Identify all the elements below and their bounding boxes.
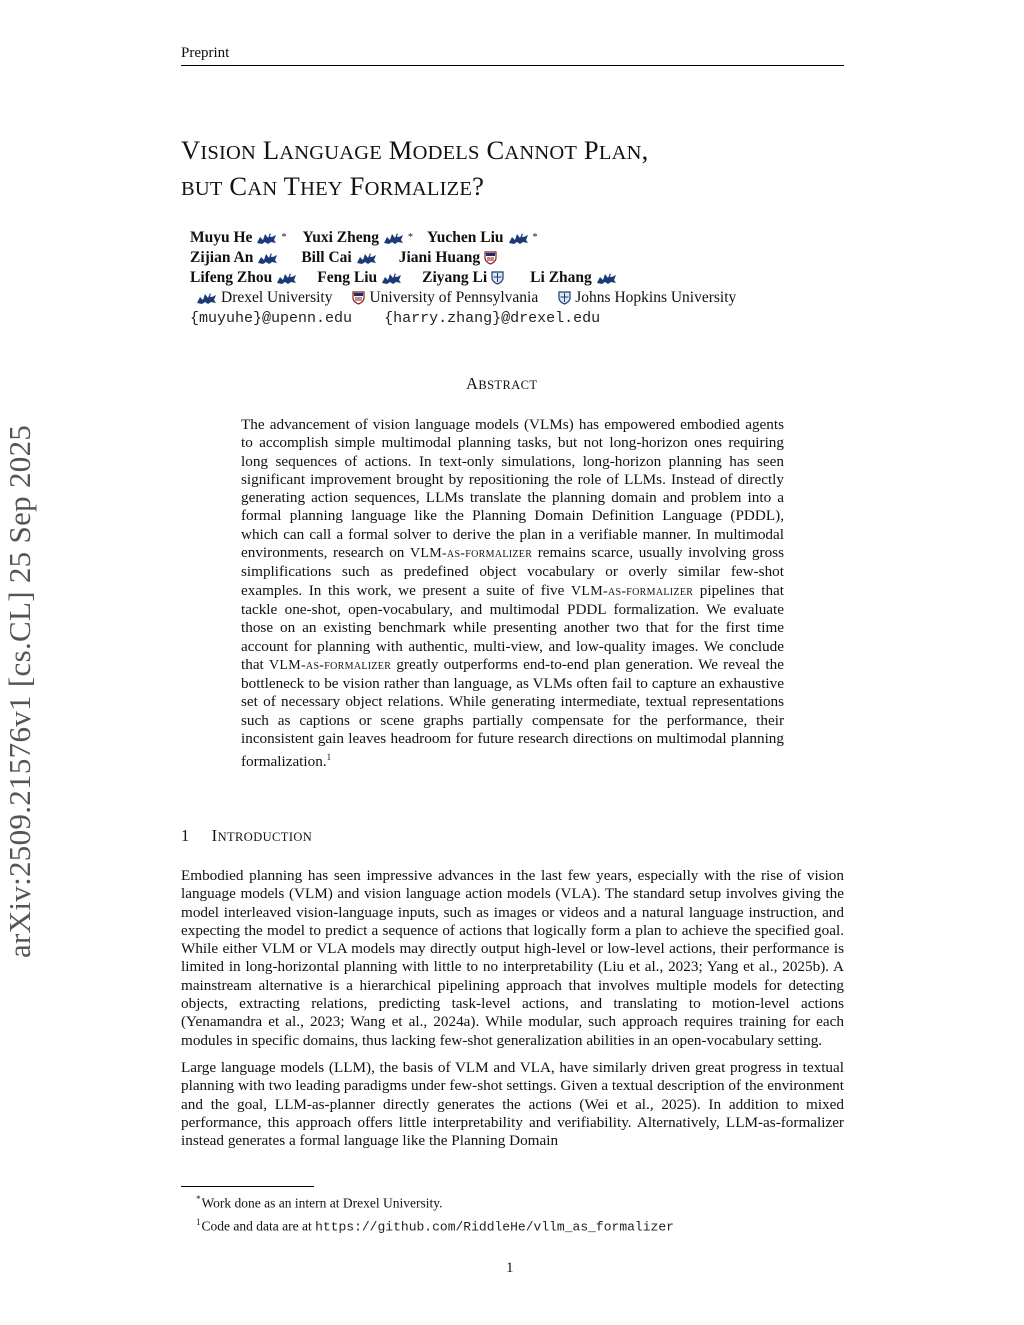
title-line-1: VISION LANGUAGE MODELS CANNOT PLAN, (181, 135, 649, 165)
author (530, 268, 617, 288)
equal-contribution-mark: * (407, 232, 413, 243)
arxiv-identifier-stamp[interactable]: arXiv:2509.21576v1 [cs.CL] 25 Sep 2025 (2, 424, 37, 958)
abstract-body (241, 416, 784, 772)
footnotes (196, 1190, 674, 1236)
author-row-1 (190, 228, 736, 248)
method-name: VLM-as-formalizer (570, 583, 694, 599)
drexel-dragon-icon (508, 231, 529, 245)
footnote-star (196, 1190, 674, 1213)
paragraph: Embodied planning has seen impressive advances in the last few years, especially with the rise of vision language models (VLM) and vision language action models (VLA). The standard setup involves giving the model interleaved vision-language inputs, such as images or videos and a natural language instruction, and expecting the model to predict a sequence of actions that logically form a plan to achieve the specified goal. While either VLM or VLA models may directly output high-level or low-level actions, their performance is limited in long-horizontal planning with little to no interpretability (Liu et al., 2023; Yang et al., 2025b). A mainstream alternative is a hierarchical pipelining approach that involves multiple models for detecting objects, extracting relations, predicting task-level actions, and translating to motion-level actions (Yenamandra et al., 2023; Wang et al., 2024a). While modular, such approach requires training for each modules in specific domains, thus lacking few-shot generalization abilities in an open-vocabulary setting. (181, 867, 844, 1049)
author (190, 248, 278, 268)
equal-contribution-mark: * (532, 232, 538, 243)
author-name: Bill Cai (301, 249, 352, 266)
author (422, 268, 504, 288)
drexel-dragon-icon (383, 231, 404, 245)
equal-contribution-mark: * (281, 232, 287, 243)
paragraph: Large language models (LLM), the basis of VLM and VLA, have similarly driven great progress in textual planning with two leading paradigms under few-shot settings. Given a textual description of the environment and the goal, LLM-as-planner directly generates the actions (Wei et al., 2025). In addition to mixed performance, this approach offers little interpretability and verifiability. Alternatively, LLM-as-formalizer instead generates a formal language like the Planning Domain (181, 1058, 844, 1150)
author-name: Yuxi Zheng (302, 229, 379, 246)
section-heading-introduction: 1 INTRODUCTION (181, 826, 313, 845)
abstract-text: greatly outperforms end-to-end plan generation. We reveal the bottleneck to be vision rather than language, as VLMs often fail to capture an exhaustive set of necessary object relations. While generating intermediate, textual representations such as captions or scene graphs partially compensate for the performance, their inconsistent gain leaves headroom for future research directions on multimodal planning formalization. (241, 655, 784, 771)
abstract-heading: ABSTRACT (466, 374, 538, 393)
author-name: Zijian An (190, 249, 254, 266)
author (190, 268, 297, 288)
footnote-star-text: Work done as an intern at Drexel University. (201, 1195, 443, 1211)
paper-title (181, 134, 648, 206)
email-upenn[interactable]: {muyuhe}@upenn.edu (190, 310, 353, 327)
running-header: Preprint (181, 45, 230, 61)
author (427, 228, 538, 248)
author-name: Yuchen Liu (426, 229, 504, 246)
drexel-dragon-icon (257, 251, 278, 265)
footnote-1-text: Code and data are at (201, 1218, 316, 1233)
title-line-2: BUT CAN THEY FORMALIZE? (181, 171, 485, 201)
penn-shield-icon (484, 251, 497, 265)
email-drexel[interactable]: {harry.zhang}@drexel.edu (384, 310, 601, 327)
author-name: Li Zhang (530, 269, 592, 286)
abstract-text: remains scarce, usually involving gross simplifications such as predefined object vocabulary or overly similar few-shot examples. In this work, we present a suite of five (241, 544, 784, 599)
author (301, 248, 376, 268)
abstract-text: The advancement of vision language models (VLMs) has empowered embodied agents to accomplish simple multimodal planning tasks, but not long-horizon ones requiring long sequences of actions. In text-only simulations, long-horizon planning has seen significant improvement brought by repositioning the role of LLMs. Instead of directly generating action sequences, LLMs translate the planning domain and problem into a formal planning language like the Planning Domain Definition Language (PDDL), which can call a formal solver to derive the plan in a verifiable manner. In multimodal environments, research on (241, 416, 784, 562)
author (399, 248, 497, 268)
abstract-text: pipelines that tackle one-shot, open-vocabulary, and multimodal PDDL formalization. We evaluate those on an existing benchmark while presenting another two that for the first time account for planning with authentic, multi-view, and low-quality images. We conclude that (241, 581, 785, 673)
author (317, 268, 402, 288)
page-number: 1 (506, 1260, 514, 1276)
footnote-marker-1[interactable]: 1 (326, 752, 332, 763)
author-row-2 (190, 248, 736, 268)
section-number: 1 (181, 826, 190, 845)
author-row-3 (190, 268, 736, 288)
drexel-dragon-icon (596, 271, 617, 285)
author-name: Muyu He (190, 229, 253, 246)
email-row (190, 309, 736, 329)
author-name: Feng Liu (317, 269, 378, 286)
footnote-rule (181, 1186, 314, 1187)
method-name: VLM-as-formalizer (268, 657, 392, 673)
affiliation-penn: University of Pennsylvania (369, 289, 539, 306)
author (190, 228, 286, 248)
drexel-dragon-icon (196, 291, 217, 305)
footnote-1-mark: 1 (196, 1216, 201, 1227)
header-rule (181, 65, 844, 66)
affiliation-jhu: Johns Hopkins University (575, 289, 737, 306)
affiliation-drexel: Drexel University (221, 289, 333, 306)
introduction-body (181, 867, 844, 1159)
drexel-dragon-icon (356, 251, 377, 265)
affiliation-row (196, 288, 736, 308)
jhu-shield-icon (558, 291, 571, 305)
drexel-dragon-icon (276, 271, 297, 285)
drexel-dragon-icon (256, 231, 277, 245)
author-name: Ziyang Li (422, 269, 488, 286)
drexel-dragon-icon (381, 271, 402, 285)
footnote-star-mark: * (196, 1194, 201, 1204)
method-name: VLM-as-formalizer (409, 546, 533, 562)
author-name: Jiani Huang (398, 249, 481, 266)
author-name: Lifeng Zhou (190, 269, 273, 286)
penn-shield-icon (352, 291, 365, 305)
code-repository-link[interactable]: https://github.com/RiddleHe/vllm_as_formalizer (315, 1219, 674, 1234)
author (302, 228, 413, 248)
author-block (190, 228, 736, 329)
footnote-1 (196, 1213, 674, 1237)
jhu-shield-icon (491, 271, 504, 285)
